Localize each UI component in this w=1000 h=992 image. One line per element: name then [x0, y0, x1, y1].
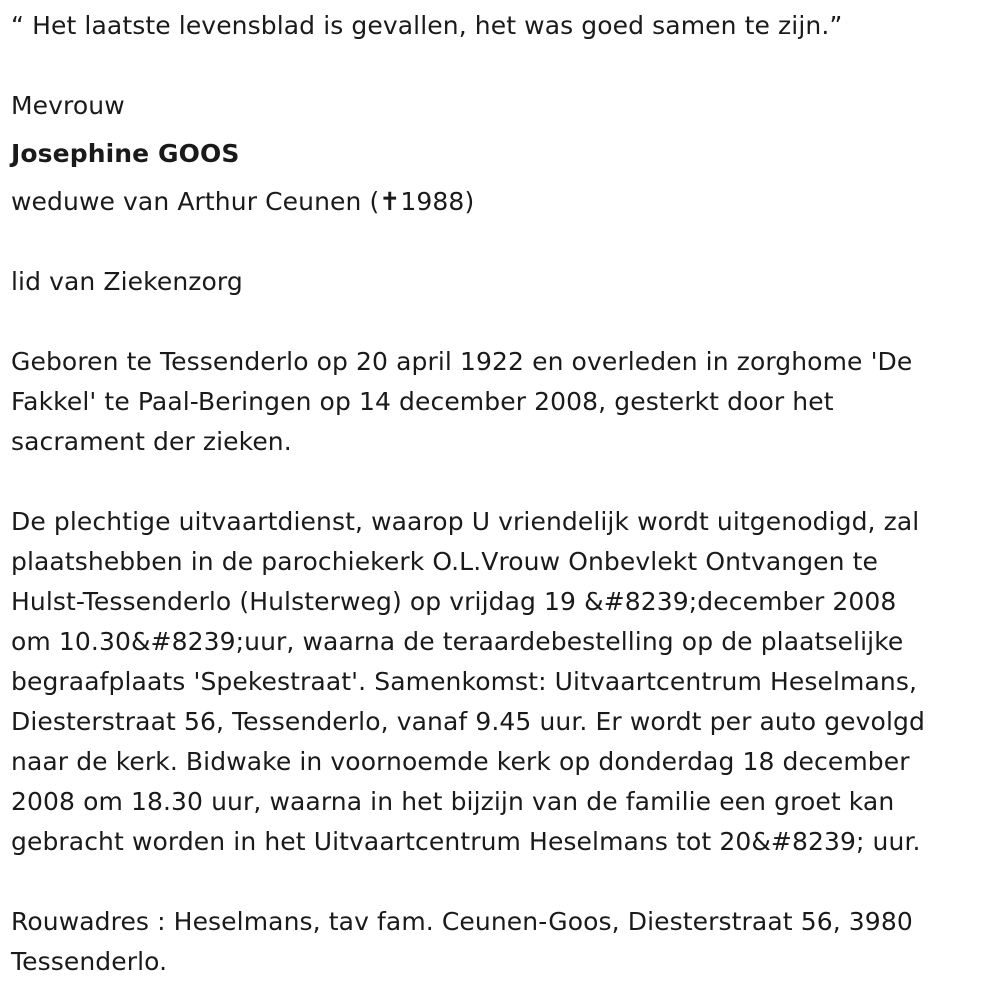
service-line: gebracht worden in het Uitvaartcentrum Heselmans tot 20&#8239; uur. — [11, 827, 921, 856]
service-line: begraafplaats 'Spekestraat'. Samenkomst: Uitvaartcentrum Heselmans, — [11, 667, 918, 696]
service-line: Hulst-Tessenderlo (Hulsterweg) op vrijdag 19 &#8239;december 2008 — [11, 587, 897, 616]
salutation: Mevrouw — [11, 91, 125, 120]
opening-quote: “ Het laatste levensblad is gevallen, het was goed samen te zijn.” — [11, 11, 843, 40]
address-line: Tessenderlo. — [11, 947, 168, 976]
address-line: Rouwadres : Heselmans, tav fam. Ceunen-Goos, Diesterstraat 56, 3980 — [11, 907, 913, 936]
service-line: Diesterstraat 56, Tessenderlo, vanaf 9.45 uur. Er wordt per auto gevolgd — [11, 707, 925, 736]
service-line: De plechtige uitvaartdienst, waarop U vriendelijk wordt uitgenodigd, zal — [11, 507, 920, 536]
widow-of-line: weduwe van Arthur Ceunen (✝1988) — [11, 187, 475, 216]
birth-death-line: Fakkel' te Paal-Beringen op 14 december 2008, gesterkt door het — [11, 387, 834, 416]
service-line: om 10.30&#8239;uur, waarna de teraardebestelling op de plaatselijke — [11, 627, 904, 656]
deceased-name: Josephine GOOS — [11, 139, 240, 168]
membership-line: lid van Ziekenzorg — [11, 267, 243, 296]
service-line: plaatshebben in de parochiekerk O.L.Vrouw Onbevlekt Ontvangen te — [11, 547, 879, 576]
service-line: naar de kerk. Bidwake in voornoemde kerk op donderdag 18 december — [11, 747, 910, 776]
birth-death-line: sacrament der zieken. — [11, 427, 292, 456]
service-line: 2008 om 18.30 uur, waarna in het bijzijn van de familie een groet kan — [11, 787, 895, 816]
birth-death-line: Geboren te Tessenderlo op 20 april 1922 en overleden in zorghome 'De — [11, 347, 913, 376]
